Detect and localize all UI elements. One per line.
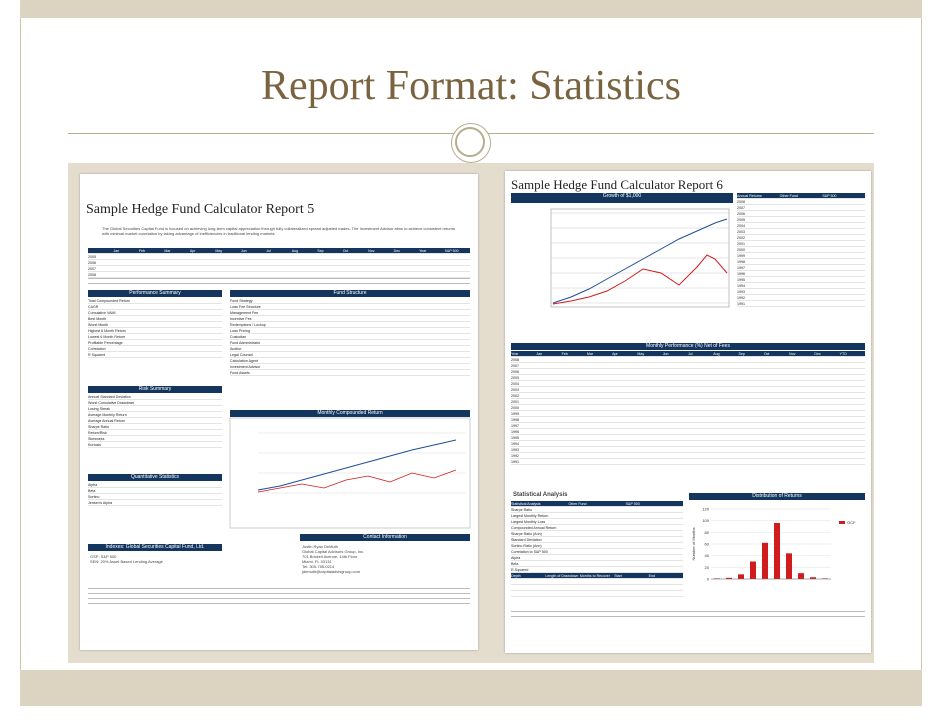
table-cell: R Squared: [88, 352, 106, 357]
table-cell: Aug: [291, 248, 299, 253]
table-cell: S&P 500: [822, 193, 837, 198]
table-cell: Worst Cumulative Drawdown: [88, 400, 135, 405]
report6-page: [505, 171, 871, 653]
table-cell: Beta: [511, 561, 519, 566]
table-cell: 1994: [737, 283, 745, 288]
table-cell: 1998: [737, 259, 745, 264]
table-cell: Total Compounded Return: [88, 298, 130, 303]
table-cell: Oct: [342, 248, 349, 253]
y-tick-label: 80: [704, 529, 709, 535]
risk-summary-header: Risk Summary: [88, 386, 222, 393]
drawdown-table: [511, 573, 683, 597]
table-cell: Alpha: [88, 482, 98, 487]
circle-ornament: [451, 123, 491, 163]
table-cell: 2006: [88, 260, 96, 265]
table-cell: 1993: [737, 289, 745, 294]
report5-monthly-table: [88, 248, 470, 278]
table-cell: 2000: [511, 405, 519, 410]
table-cell: 1997: [511, 423, 519, 428]
table-cell: Feb: [138, 248, 146, 253]
table-cell: Fund Administrator: [230, 340, 261, 345]
table-cell: Apr: [189, 248, 196, 253]
growth-title: Growth of $1,000: [511, 193, 733, 200]
table-cell: Cumulative VAMI: [88, 310, 116, 315]
table-cell: 2003: [737, 229, 745, 234]
table-cell: 1996: [511, 429, 519, 434]
contact-line: Global Capital Advisors Group, Inc.: [302, 549, 365, 554]
contact-header: Contact Information: [300, 534, 470, 541]
table-cell: Sortino Ratio (Ann): [511, 543, 542, 548]
report5-disclaimer-lines: [88, 278, 470, 288]
table-cell: Beta: [88, 488, 96, 493]
risk-summary-table: [88, 394, 222, 448]
quant-stats-header: Quantitative Statistics: [88, 474, 222, 481]
table-cell: Largest Monthly Loss: [511, 519, 546, 524]
table-cell: Start: [614, 573, 622, 578]
table-cell: Statistical Analysis: [511, 501, 541, 506]
table-cell: 2002: [737, 235, 745, 240]
table-cell: 2002: [511, 393, 519, 398]
table-cell: Lowest 6 Month Return: [88, 334, 126, 339]
table-cell: YTD: [839, 351, 847, 356]
table-cell: CAGR: [88, 304, 99, 309]
table-cell: Jun: [662, 351, 669, 356]
table-cell: Sharpe Ratio: [88, 424, 109, 429]
table-cell: Compounded Annual Return: [511, 525, 557, 530]
table-cell: S&P 500: [625, 501, 640, 506]
table-cell: Investment Advisor: [230, 364, 261, 369]
y-tick-label: 40: [704, 553, 709, 559]
table-cell: Feb: [561, 351, 568, 356]
table-cell: Correlation to S&P 500: [511, 549, 548, 554]
table-cell: 2004: [737, 223, 745, 228]
fund-structure-table: [230, 298, 470, 376]
distribution-bar: [738, 574, 744, 579]
table-cell: Year: [511, 351, 519, 356]
table-cell: 2000: [737, 247, 745, 252]
table-cell: 1999: [511, 411, 519, 416]
distribution-bar: [786, 553, 792, 579]
table-cell: Sortino: [88, 494, 100, 499]
table-cell: Profitable Percentage: [88, 340, 123, 345]
contact-line: Tel: 305-755-0214: [302, 564, 335, 569]
table-cell: 1994: [511, 441, 519, 446]
table-cell: Standard Deviation: [511, 537, 542, 542]
frame-right: [921, 18, 922, 670]
table-cell: Apr: [612, 351, 618, 356]
monthly-performance-table: [511, 351, 865, 465]
contact-lines: [302, 544, 468, 574]
report5-intro: The Global Securities Capital Fund is focused on achieving long-term capital appreciation through fully collateralized spread adjusted trades. The Investment Advisor aims to achieve consistent returns with minimal market correlation by taking advantage of inefficiencies in traditional lending markets.: [102, 226, 456, 236]
frame-left: [20, 18, 21, 670]
table-row: [88, 500, 222, 506]
table-row: [511, 591, 683, 597]
table-cell: 1993: [511, 447, 519, 452]
report6-disclaimer-lines: [511, 611, 865, 621]
table-cell: 2005: [88, 254, 96, 259]
table-cell: 2008: [737, 199, 745, 204]
table-cell: 2001: [511, 399, 519, 404]
table-cell: 1997: [737, 265, 745, 270]
table-cell: 1999: [737, 253, 745, 258]
stat-analysis-table: [511, 501, 683, 573]
table-cell: Loan Fee Structure: [230, 304, 261, 309]
table-row: [230, 370, 470, 376]
table-cell: 2005: [511, 375, 519, 380]
y-tick-label: 20: [704, 564, 709, 570]
table-cell: Jul: [687, 351, 693, 356]
index-line: GSP: S&P 500: [90, 554, 117, 559]
contact-line: Justin Ryan DeMuth: [302, 544, 339, 549]
index-line: SEN: 20% Asset Based Lending Average: [90, 559, 163, 564]
table-cell: Redemptions / Lockup: [230, 322, 266, 327]
y-axis-label: Number of Months: [691, 527, 696, 561]
table-cell: Mar: [586, 351, 594, 356]
table-cell: S&P 500: [444, 248, 459, 253]
report5-page: [80, 174, 478, 650]
table-cell: Average Annual Return: [88, 418, 126, 423]
table-cell: Jan: [113, 248, 120, 253]
table-cell: 2006: [737, 211, 745, 216]
table-cell: 1992: [511, 453, 519, 458]
table-cell: Losing Streak: [88, 406, 110, 411]
table-cell: Dec: [814, 351, 821, 356]
table-cell: 1995: [737, 277, 745, 282]
table-cell: Largest Monthly Return: [511, 513, 549, 518]
table-row: [88, 442, 222, 448]
table-row: [737, 301, 865, 307]
table-cell: 2008: [511, 357, 519, 362]
table-cell: 1998: [511, 417, 519, 422]
monthly-compounded-chart: [230, 418, 470, 528]
table-cell: 2008: [88, 272, 96, 277]
table-cell: Fund Assets: [230, 370, 250, 375]
distribution-bar: [798, 573, 804, 579]
quant-stats-table: [88, 482, 222, 506]
table-cell: Management Fee: [230, 310, 259, 315]
table-cell: Year: [419, 248, 427, 253]
table-cell: 2007: [511, 363, 519, 368]
table-cell: Other Fund: [568, 501, 587, 506]
table-cell: 2003: [511, 387, 519, 392]
table-cell: Annual Standard Deviation: [88, 394, 131, 399]
table-cell: R-Squared: [511, 567, 529, 572]
table-cell: Mar: [164, 248, 171, 253]
table-cell: 2006: [511, 369, 519, 374]
table-cell: Incentive Fee: [230, 316, 252, 321]
table-cell: Sharpe Ratio (Ann): [511, 531, 542, 536]
y-tick-label: 120: [702, 506, 709, 512]
table-cell: 1991: [511, 459, 519, 464]
table-cell: Kurtosis: [88, 442, 101, 447]
table-cell: Aug: [713, 351, 720, 356]
table-cell: 1995: [511, 435, 519, 440]
stat-analysis-title: Statistical Analysis: [513, 492, 568, 498]
table-cell: Legal Counsel: [230, 352, 253, 357]
annual-returns-table: [737, 193, 865, 307]
table-cell: Nov: [368, 248, 375, 253]
distribution-bar: [750, 562, 756, 580]
table-cell: Jan: [536, 351, 543, 356]
table-cell: May: [215, 248, 223, 253]
y-tick-label: 0: [706, 576, 709, 582]
contact-line: jdemuth@capitaladvisgroup.com: [302, 569, 361, 574]
table-cell: Average Monthly Return: [88, 412, 127, 417]
table-cell: 2007: [88, 266, 96, 271]
table-cell: End: [648, 573, 656, 578]
monthly-performance-header: Monthly Performance (%) Net of Fees: [511, 343, 865, 350]
table-cell: Alpha: [511, 555, 521, 560]
top-band: [20, 0, 922, 18]
y-tick-label: 60: [704, 541, 709, 547]
table-cell: Skewness: [88, 436, 105, 441]
index-header: Indexes: Global Securities Capital Fund, Ltd.: [88, 544, 222, 551]
table-cell: Sep: [317, 248, 324, 253]
contact-line: 701 Brickell Avenue, 14th Floor: [302, 554, 358, 559]
table-cell: 2001: [737, 241, 745, 246]
table-row: [511, 459, 865, 465]
report6-title: Sample Hedge Fund Calculator Report 6: [511, 177, 723, 192]
index-lines: [90, 554, 220, 564]
table-cell: Jul: [266, 248, 271, 253]
performance-summary-table: [88, 298, 222, 358]
table-cell: Annual Returns: [737, 193, 762, 198]
bottom-band: [20, 670, 922, 706]
table-cell: Depth: [511, 573, 521, 578]
table-cell: Sharpe Ratio: [511, 507, 532, 512]
growth-chart: [511, 193, 733, 333]
table-cell: Highest 6 Month Return: [88, 328, 126, 333]
table-cell: 1992: [737, 295, 745, 300]
table-cell: Best Month: [88, 316, 107, 321]
contact-line: Miami, FL 33131: [302, 559, 332, 564]
distribution-chart: [689, 501, 865, 601]
table-cell: Dec: [393, 248, 401, 253]
distribution-bar: [762, 543, 768, 579]
table-cell: Fund Strategy: [230, 298, 253, 303]
distribution-header: Distribution of Returns: [689, 493, 865, 500]
table-cell: Oct: [763, 351, 770, 356]
table-cell: 2005: [737, 217, 745, 222]
table-cell: Months to Recover: [579, 573, 610, 578]
table-cell: Calculation Agent: [230, 358, 258, 363]
distribution-bar: [774, 523, 780, 579]
table-cell: Jensen's Alpha: [88, 500, 113, 505]
table-row: [88, 352, 222, 358]
table-cell: Custodian: [230, 334, 247, 339]
table-cell: Other Fund: [779, 193, 798, 198]
performance-summary-header: Performance Summary: [88, 290, 222, 297]
legend-label: OCF: [847, 520, 856, 525]
legend-swatch: [839, 521, 845, 524]
table-cell: 1991: [737, 301, 745, 306]
report5-title: Sample Hedge Fund Calculator Report 5: [86, 202, 315, 217]
table-cell: Worst Month: [88, 322, 109, 327]
table-cell: Nov: [789, 351, 796, 356]
slide-title: Report Format: Statistics: [261, 63, 681, 109]
table-cell: 2004: [511, 381, 519, 386]
monthly-compounded-header: Monthly Compounded Return: [230, 410, 470, 417]
table-cell: Loan Pricing: [230, 328, 250, 333]
table-cell: May: [637, 351, 645, 356]
table-cell: Sep: [738, 351, 745, 356]
table-cell: 1996: [737, 271, 745, 276]
table-cell: Auditor: [230, 346, 242, 351]
table-cell: Return/Risk: [88, 430, 107, 435]
table-cell: Jun: [240, 248, 247, 253]
table-cell: Length of Drawdown: [545, 573, 579, 578]
fund-structure-header: Fund Structure: [230, 290, 470, 297]
report5-footer-lines: [88, 588, 470, 608]
table-cell: 2007: [737, 205, 745, 210]
y-tick-label: 100: [702, 518, 709, 524]
table-cell: Correlation: [88, 346, 106, 351]
